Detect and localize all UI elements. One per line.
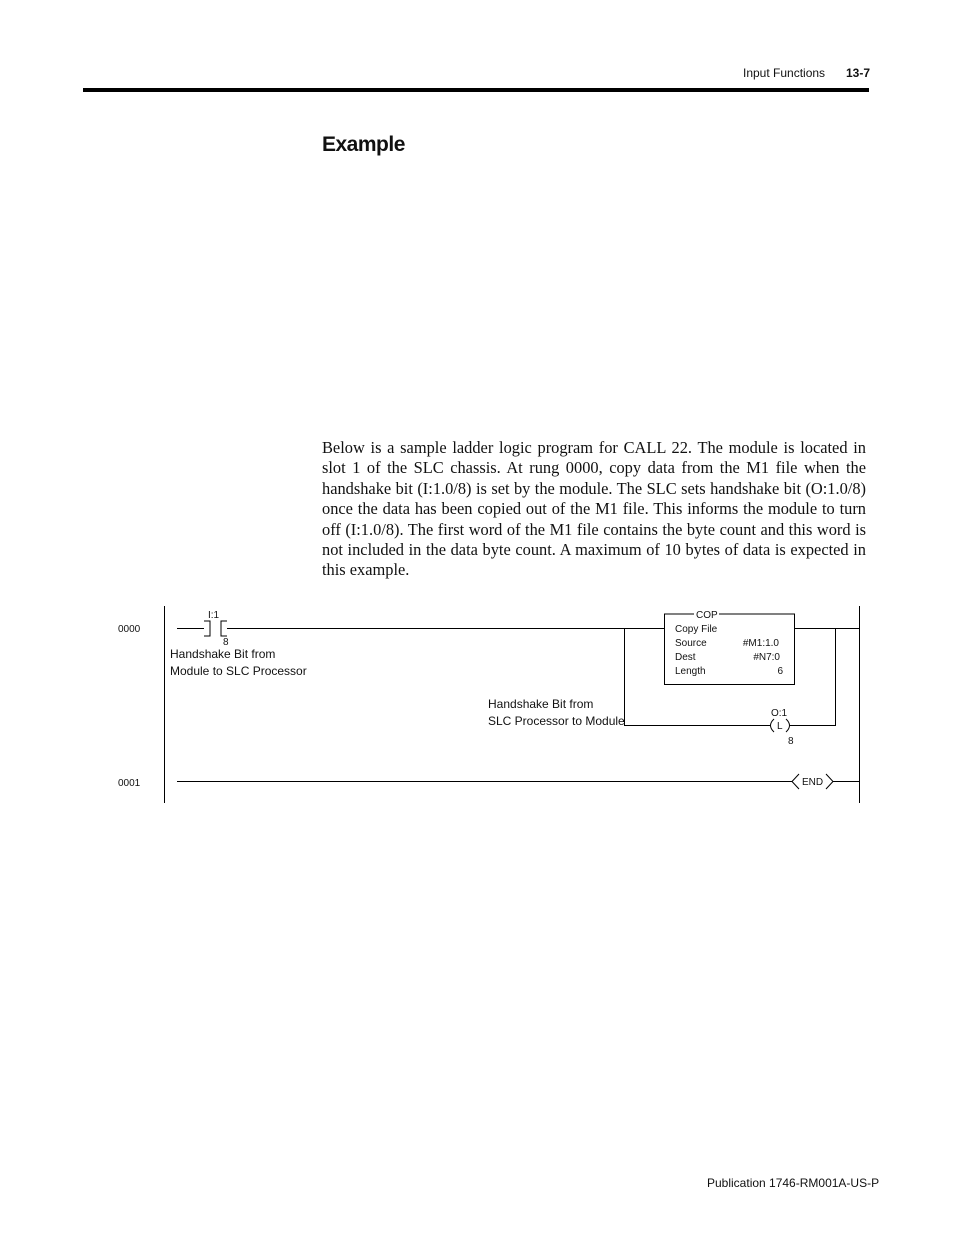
contact-bit: 8 bbox=[223, 637, 229, 648]
cop-source-label: Source bbox=[675, 638, 707, 649]
cop-name: Copy File bbox=[675, 624, 718, 635]
latch-comment-line1: Handshake Bit from bbox=[488, 697, 594, 711]
contact-comment-line1: Handshake Bit from bbox=[170, 647, 276, 661]
cop-length-label: Length bbox=[675, 666, 706, 677]
end-label: END bbox=[802, 777, 824, 788]
latch-comment-line2: SLC Processor to Module bbox=[488, 714, 625, 728]
cop-mnemonic: COP bbox=[696, 610, 718, 621]
latch-address: O:1 bbox=[771, 708, 788, 719]
latch-symbol: L bbox=[777, 721, 783, 732]
cop-length-value: 6 bbox=[777, 666, 783, 677]
contact-comment-line2: Module to SLC Processor bbox=[170, 664, 307, 678]
latch-bit: 8 bbox=[788, 736, 794, 747]
rung-number-0000: 0000 bbox=[118, 624, 141, 635]
contact-address: I:1 bbox=[208, 610, 220, 621]
cop-dest-value: #N7:0 bbox=[753, 652, 780, 663]
publication-footer: Publication 1746-RM001A-US-P bbox=[707, 1176, 880, 1190]
section-heading: Example bbox=[322, 133, 405, 156]
header-section-title: Input Functions bbox=[743, 66, 826, 80]
cop-instruction-block bbox=[665, 610, 795, 685]
header-page-number: 13-7 bbox=[846, 66, 871, 80]
xic-contact bbox=[204, 621, 227, 636]
cop-dest-label: Dest bbox=[675, 652, 696, 663]
rung-number-0001: 0001 bbox=[118, 778, 141, 789]
cop-source-value: #M1:1.0 bbox=[742, 638, 779, 649]
body-paragraph: Below is a sample ladder logic program for CALL 22. The module is located in slot 1 of the SLC chassis. At rung 0000, copy data from the M1 file when the handshake bit (I:1.0/8) is set by the module. The SLC sets handshake bit (O:1.0/8) once the data has been copied out of the M1 file. This informs the module to turn off (I:1.0/8). The first word of the M1 file contains the byte count and this word is not included in the data byte count. A maximum of 10 bytes of data is expected in this example. bbox=[322, 438, 866, 580]
